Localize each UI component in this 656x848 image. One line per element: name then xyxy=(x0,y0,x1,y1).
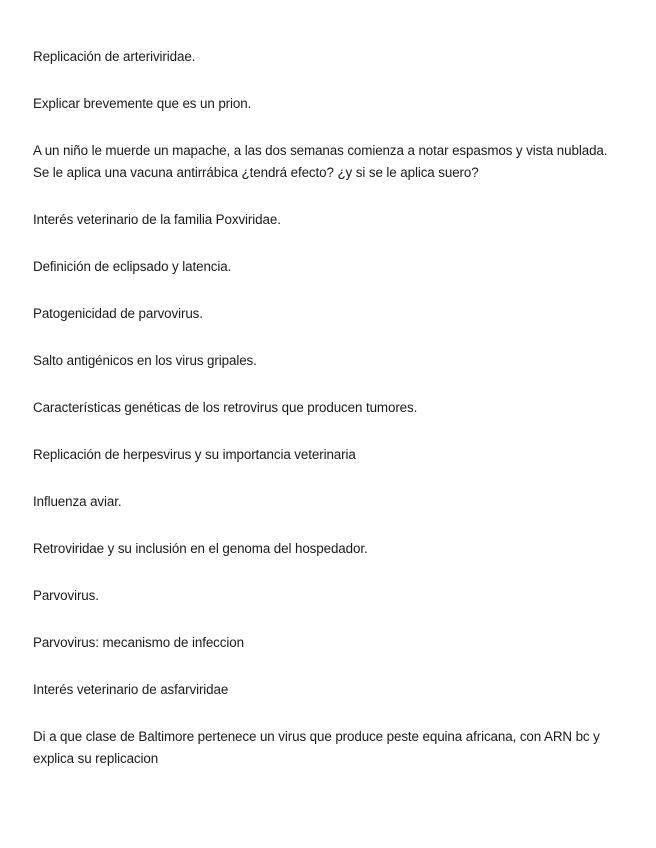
question-text: Definición de eclipsado y latencia. xyxy=(33,259,232,274)
question-text: Parvovirus: mecanismo de infeccion xyxy=(33,635,244,650)
question-text: Replicación de arteriviridae. xyxy=(33,49,196,64)
question-text: Salto antigénicos en los virus gripales. xyxy=(33,353,257,368)
question-text: Interés veterinario de asfarviridae xyxy=(33,682,229,697)
question-text: Retroviridae y su inclusión en el genoma del hospedador. xyxy=(33,541,368,556)
question-text: Características genéticas de los retrovirus que producen tumores. xyxy=(33,400,418,415)
question-text: Patogenicidad de parvovirus. xyxy=(33,306,203,321)
question-text: Replicación de herpesvirus y su importancia veterinaria xyxy=(33,447,356,462)
question-text: A un niño le muerde un mapache, a las dos semanas comienza a notar espasmos y vista nublada. Se le aplica una vacuna antirrábica ¿tendrá efecto? ¿y si se le aplica suero? xyxy=(33,143,608,180)
question-text: Interés veterinario de la familia Poxviridae. xyxy=(33,212,281,227)
question-text: Influenza aviar. xyxy=(33,494,122,509)
question-text: Di a que clase de Baltimore pertenece un virus que produce peste equina africana, con ARN bc y explica su replicacion xyxy=(33,729,600,766)
document-page xyxy=(33,46,623,795)
question-text: Parvovirus. xyxy=(33,588,99,603)
question-text: Explicar brevemente que es un prion. xyxy=(33,96,252,111)
